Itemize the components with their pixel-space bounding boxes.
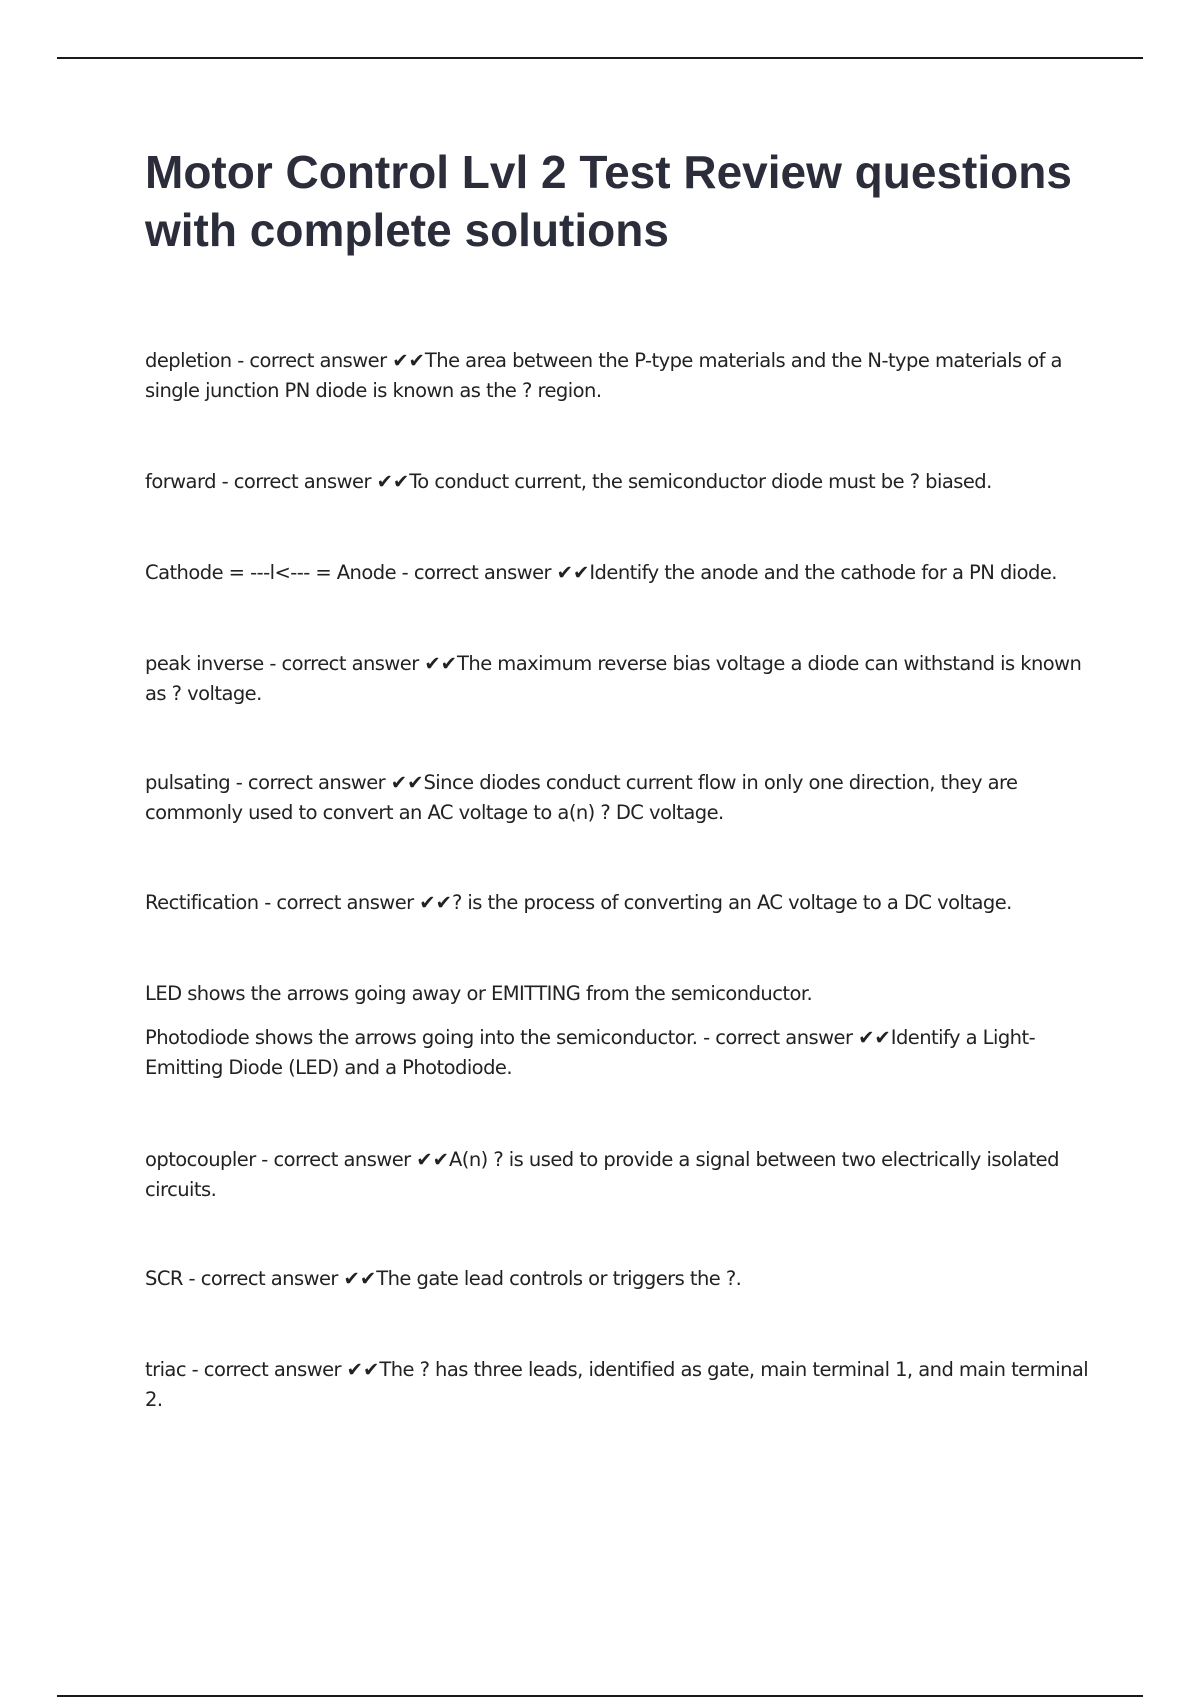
qa-question: The gate lead controls or triggers the ?. <box>376 1267 742 1290</box>
qa-separator: - correct answer <box>230 771 391 794</box>
double-check-icon: ✔✔ <box>556 561 590 584</box>
qa-answer: forward <box>145 470 216 493</box>
qa-entry <box>145 888 1105 918</box>
qa-question: Identify a Light-Emitting Diode (LED) and a Photodiode. <box>145 1026 1036 1079</box>
qa-text <box>145 1355 1105 1415</box>
qa-answer: pulsating <box>145 771 231 794</box>
double-check-icon: ✔✔ <box>858 1026 891 1049</box>
qa-separator: - correct answer <box>182 1267 344 1290</box>
qa-entry <box>145 467 1105 497</box>
qa-text <box>145 768 1105 828</box>
qa-text <box>145 649 1105 709</box>
double-check-icon: ✔✔ <box>419 891 452 914</box>
double-check-icon: ✔✔ <box>416 1148 449 1171</box>
qa-question: The area between the P-type materials and the N-type materials of a single junction PN diode is known as the ? region. <box>145 349 1062 402</box>
qa-separator: - correct answer <box>697 1026 859 1049</box>
qa-answer: Cathode = ---l<--- = Anode <box>145 561 397 584</box>
double-check-icon: ✔✔ <box>376 470 410 493</box>
bottom-rule <box>57 1695 1143 1697</box>
qa-question: To conduct current, the semiconductor diode must be ? biased. <box>409 470 992 493</box>
qa-answer: peak inverse <box>145 652 264 675</box>
double-check-icon: ✔✔ <box>346 1358 380 1381</box>
qa-answer: Photodiode shows the arrows going into the semiconductor. <box>145 1026 698 1049</box>
double-check-icon: ✔✔ <box>424 652 458 675</box>
qa-text <box>145 1145 1105 1205</box>
top-rule <box>57 57 1143 59</box>
qa-text <box>145 1023 1105 1083</box>
qa-answer: optocoupler <box>145 1148 256 1171</box>
qa-separator: - correct answer <box>255 1148 417 1171</box>
qa-answer: SCR <box>145 1267 183 1290</box>
qa-entry <box>145 649 1105 709</box>
qa-answer: depletion <box>145 349 232 372</box>
qa-text <box>145 558 1105 588</box>
qa-separator: - correct answer <box>396 561 557 584</box>
qa-separator: - correct answer <box>215 470 377 493</box>
double-check-icon: ✔✔ <box>343 1267 377 1290</box>
qa-text <box>145 888 1105 918</box>
qa-entry <box>145 346 1105 406</box>
qa-text-line1: LED shows the arrows going away or EMITTING from the semiconductor. <box>145 982 813 1005</box>
double-check-icon: ✔✔ <box>392 349 425 372</box>
qa-question: ? is the process of converting an AC voltage to a DC voltage. <box>451 891 1012 914</box>
qa-text <box>145 467 1105 497</box>
qa-separator: - correct answer <box>231 349 393 372</box>
qa-entry <box>145 558 1105 588</box>
qa-text <box>145 346 1105 406</box>
qa-separator: - correct answer <box>258 891 420 914</box>
qa-entry <box>145 1264 1105 1294</box>
qa-answer: Rectification <box>145 891 259 914</box>
qa-text <box>145 1264 1105 1294</box>
qa-question: Since diodes conduct current flow in only one direction, they are commonly used to convert an AC voltage to a(n) ? DC voltage. <box>145 771 1018 824</box>
qa-separator: - correct answer <box>186 1358 347 1381</box>
qa-question: The ? has three leads, identified as gate, main terminal 1, and main terminal 2. <box>145 1358 1089 1411</box>
document-title: Motor Control Lvl 2 Test Review questions with complete solutions <box>145 146 1072 256</box>
double-check-icon: ✔✔ <box>390 771 424 794</box>
qa-answer: triac <box>145 1358 187 1381</box>
qa-entry <box>145 979 1105 1083</box>
qa-question: The maximum reverse bias voltage a diode can withstand is known as ? voltage. <box>145 652 1082 705</box>
qa-entry <box>145 1355 1105 1415</box>
qa-separator: - correct answer <box>263 652 425 675</box>
qa-entry <box>145 768 1105 828</box>
qa-question: A(n) ? is used to provide a signal between two electrically isolated circuits. <box>145 1148 1059 1201</box>
qa-question: Identify the anode and the cathode for a PN diode. <box>589 561 1057 584</box>
qa-entry <box>145 1145 1105 1205</box>
